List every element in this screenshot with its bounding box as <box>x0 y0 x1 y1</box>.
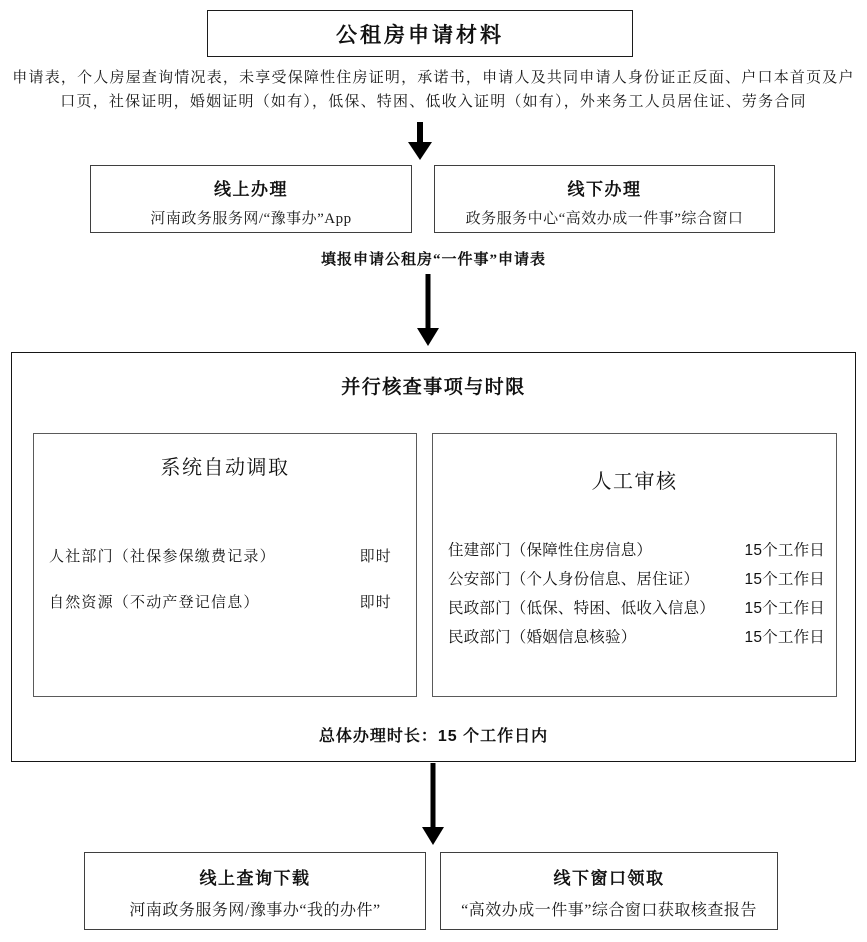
online-channel-box <box>90 165 412 233</box>
check-item-row <box>448 563 825 592</box>
manual-review-title: 人工审核 <box>591 471 678 493</box>
offline-channel-desc: 政务服务中心“高效办成一件事”综合窗口 <box>465 211 744 227</box>
auto-check-box <box>33 433 417 697</box>
check-item-time: 即时 <box>359 594 392 611</box>
check-item-row <box>448 621 825 650</box>
page-title: 公租房申请材料 <box>336 23 504 47</box>
verification-title: 并行核查事项与时限 <box>341 377 526 398</box>
online-channel-title: 线上办理 <box>214 180 288 199</box>
offline-channel-title: 线下办理 <box>567 180 642 199</box>
down-arrow-icon <box>416 274 440 346</box>
check-item-time: 15个工作日 <box>744 628 825 646</box>
offline-channel-box <box>434 165 775 233</box>
check-item-label: 民政部门（低保、特困、低收入信息） <box>448 599 715 617</box>
check-item-time: 15个工作日 <box>744 570 825 588</box>
offline-result-box <box>440 852 778 930</box>
manual-review-box <box>432 433 837 697</box>
auto-check-title: 系统自动调取 <box>160 457 290 479</box>
check-item-label: 民政部门（婚姻信息核验） <box>448 628 637 646</box>
check-item-label: 人社部门（社保参保缴费记录） <box>49 548 276 565</box>
offline-result-title: 线下窗口领取 <box>553 869 665 888</box>
check-item-row <box>49 532 392 578</box>
down-arrow-icon <box>421 763 445 845</box>
online-result-desc: 河南政务服务网/豫事办“我的办件” <box>129 902 381 919</box>
online-channel-desc: 河南政务服务网/“豫事办”App <box>150 211 352 227</box>
down-arrow-icon <box>407 122 433 160</box>
online-result-box <box>84 852 426 930</box>
check-item-time: 15个工作日 <box>744 599 825 617</box>
check-item-label: 公安部门（个人身份信息、居住证） <box>448 570 700 588</box>
check-item-row <box>49 578 392 624</box>
total-duration-note: 总体办理时长：15 个工作日内 <box>318 728 549 745</box>
check-item-label: 自然资源（不动产登记信息） <box>49 594 260 611</box>
check-item-row <box>448 534 825 563</box>
fill-form-note: 填报申请公租房“一件事”申请表 <box>320 252 546 268</box>
check-item-time: 15个工作日 <box>744 541 825 559</box>
online-result-title: 线上查询下载 <box>199 869 311 888</box>
check-item-label: 住建部门（保障性住房信息） <box>448 541 653 559</box>
manual-review-rows <box>448 534 825 650</box>
check-item-time: 即时 <box>359 548 392 565</box>
title-box <box>207 10 633 57</box>
check-item-row <box>448 592 825 621</box>
auto-check-rows <box>49 532 392 624</box>
materials-note: 申请表，个人房屋查询情况表，未享受保障性住房证明，承诺书，申请人及共同申请人身份证正反面、户口本首页及户口页，社保证明，婚姻证明（如有），低保、特困、低收入证明（如有），外来务工人员居住证、劳务合同 <box>12 70 855 110</box>
offline-result-desc: “高效办成一件事”综合窗口获取核查报告 <box>461 902 757 919</box>
